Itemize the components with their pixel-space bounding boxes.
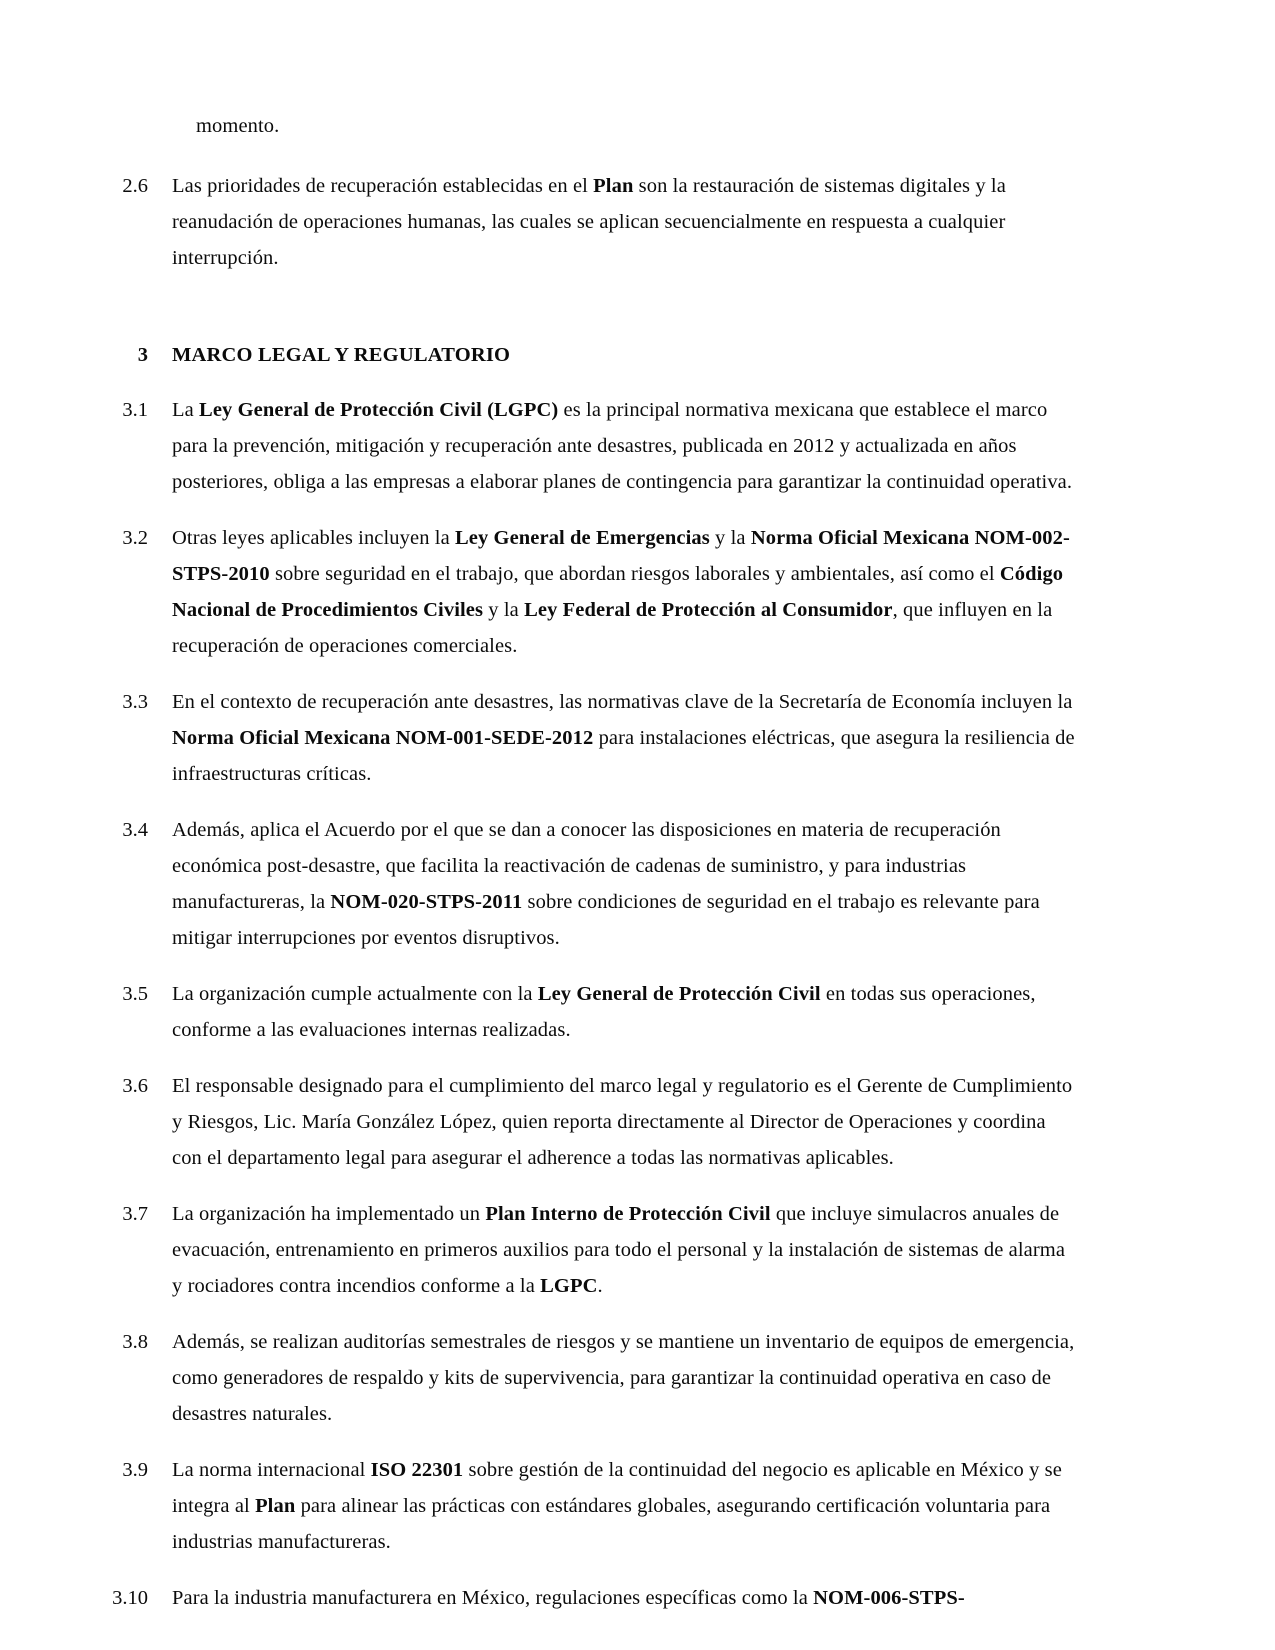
- clause-number: 3.1: [122, 399, 148, 421]
- clause-number: 3.6: [122, 1075, 148, 1097]
- clause-3-1: [96, 392, 1079, 500]
- clause-text: En el contexto de recuperación ante desastres, las normativas clave de la Secretaría de Economía incluyen la Norma Oficial Mexicana NOM-001-SEDE-2012 para instalaciones eléctricas, que asegura la resiliencia de infraestructuras críticas.: [172, 691, 1075, 785]
- clause-text: La norma internacional ISO 22301 sobre gestión de la continuidad del negocio es aplicable en México y se integra al Plan para alinear las prácticas con estándares globales, asegurando certificación voluntaria para industrias manufactureras.: [172, 1459, 1062, 1553]
- continuation-line: momento.: [196, 115, 280, 137]
- clause-number: 3.2: [122, 527, 148, 549]
- clause-list: [96, 392, 1079, 1616]
- clause-3-2: [96, 520, 1079, 664]
- clause-number: 3.3: [122, 691, 148, 713]
- clause-number: 3.10: [112, 1587, 148, 1609]
- clause-number: 3.9: [122, 1459, 148, 1481]
- clause-3-3: [96, 684, 1079, 792]
- clause-number: 3.5: [122, 983, 148, 1005]
- clause-3-4: [96, 812, 1079, 956]
- section-heading-3: [96, 338, 1079, 372]
- clause-text: La Ley General de Protección Civil (LGPC) es la principal normativa mexicana que establece el marco para la prevención, mitigación y recuperación ante desastres, publicada en 2012 y actualizada en años posteriores, obliga a las empresas a elaborar planes de contingencia para garantizar la continuidad operativa.: [172, 399, 1073, 493]
- clause-text: La organización ha implementado un Plan Interno de Protección Civil que incluye simulacros anuales de evacuación, entrenamiento en primeros auxilios para todo el personal y la instalación de sistemas de alarma y rociadores contra incendios conforme a la LGPC.: [172, 1203, 1066, 1297]
- clause-text: Otras leyes aplicables incluyen la Ley General de Emergencias y la Norma Oficial Mexicana NOM-002-STPS-2010 sobre seguridad en el trabajo, que abordan riesgos laborales y ambientales, así como el Código Nacional de Procedimientos Civiles y la Ley Federal de Protección al Consumidor, que influyen en la recuperación de operaciones comerciales.: [172, 527, 1070, 657]
- clause-text: Las prioridades de recuperación establecidas en el Plan son la restauración de sistemas digitales y la reanudación de operaciones humanas, las cuales se aplican secuencialmente en respuesta a cualquier interrupción.: [172, 175, 1006, 269]
- page-title: MARCO LEGAL Y REGULATORIO: [172, 344, 511, 366]
- clause-number: 2.6: [122, 175, 148, 197]
- clause-text: Además, aplica el Acuerdo por el que se dan a conocer las disposiciones en materia de recuperación económica post-desastre, que facilita la reactivación de cadenas de suministro, y para industrias manufactureras, la NOM-020-STPS-2011 sobre condiciones de seguridad en el trabajo es relevante para mitigar interrupciones por eventos disruptivos.: [172, 819, 1040, 949]
- clause-text: La organización cumple actualmente con la Ley General de Protección Civil en todas sus operaciones, conforme a las evaluaciones internas realizadas.: [172, 983, 1036, 1041]
- section-number: 3: [137, 344, 148, 366]
- clause-3-5: [96, 976, 1079, 1048]
- clause-number: 3.4: [122, 819, 148, 841]
- clause-number: 3.8: [122, 1331, 148, 1353]
- clause-text: El responsable designado para el cumplimiento del marco legal y regulatorio es el Gerente de Cumplimiento y Riesgos, Lic. María González López, quien reporta directamente al Director de Operaciones y coordina con el departamento legal para asegurar el adherence a todas las normativas aplicables.: [172, 1075, 1073, 1169]
- clause-3-6: [96, 1068, 1079, 1176]
- clause-3-7: [96, 1196, 1079, 1304]
- clause-3-8: [96, 1324, 1079, 1432]
- page-content: [96, 108, 1079, 1616]
- clause-text: Además, se realizan auditorías semestrales de riesgos y se mantiene un inventario de equipos de emergencia, como generadores de respaldo y kits de supervivencia, para garantizar la continuidad operativa en caso de desastres naturales.: [172, 1331, 1075, 1425]
- clause-number: 3.7: [122, 1203, 148, 1225]
- clause-3-9: [96, 1452, 1079, 1560]
- clause-text: Para la industria manufacturera en México, regulaciones específicas como la NOM-006-STPS-: [172, 1587, 965, 1609]
- clause-2-6: [96, 168, 1079, 276]
- clause-3-10: [96, 1580, 1079, 1616]
